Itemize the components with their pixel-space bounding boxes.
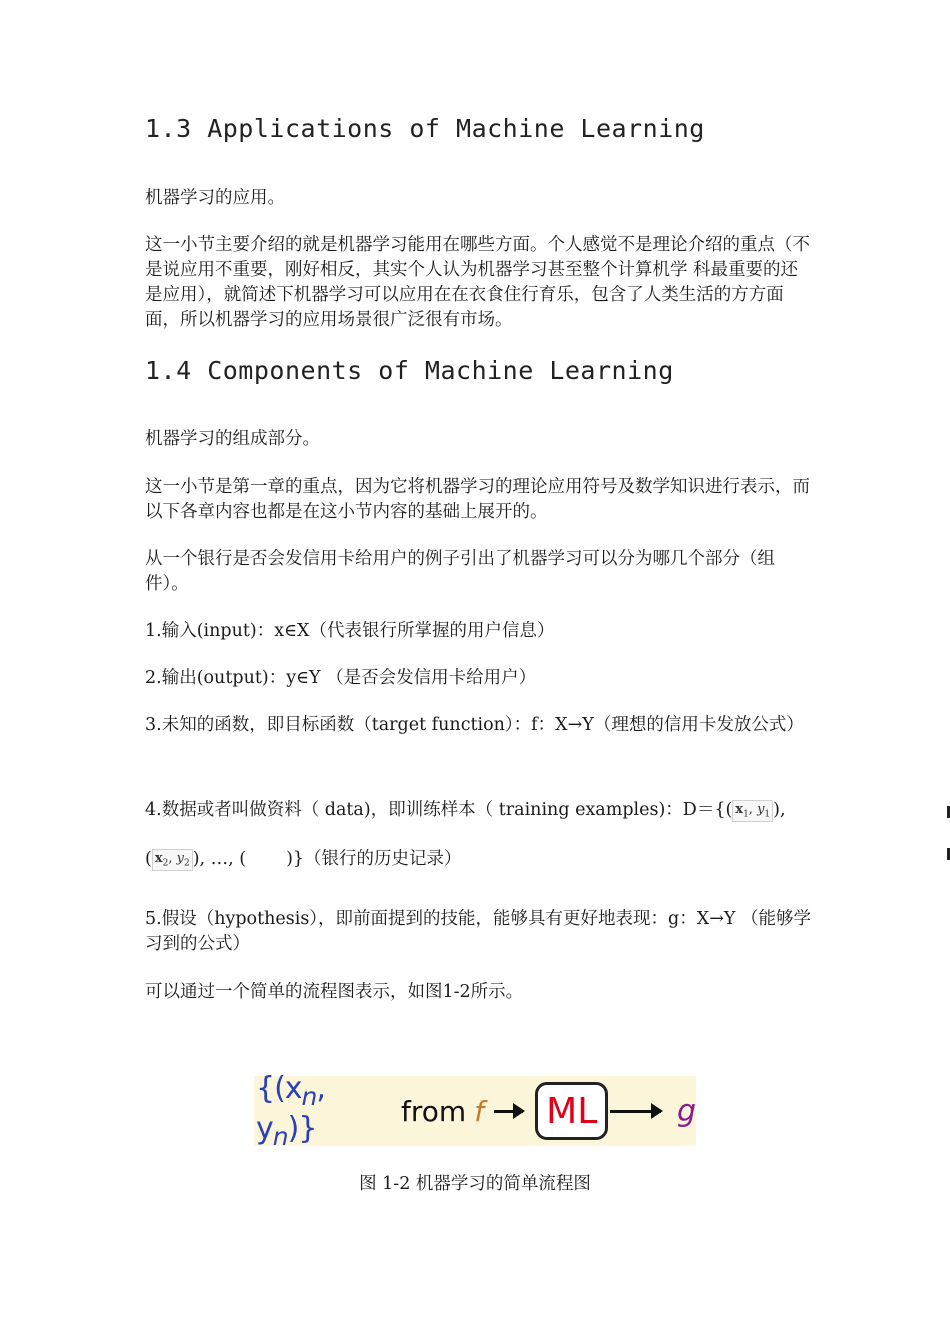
training-set-label: {($x_n$, $y_n$)} [256,1071,325,1151]
section-heading-components: 1.4 Components of Machine Learning [145,356,674,385]
component-item-output: 2.输出(output)：y∈Y （是否会发信用卡给用户） [145,668,537,688]
figure-caption: 图 1-2 机器学习的简单流程图 [359,1174,591,1194]
data-text-a: 4.数据或者叫做资料（ data)，即训练样本（ training examples)：D＝{( [145,800,733,820]
arrow-right-icon [494,1110,523,1113]
formula-x2-y2: $x_2$, $y_2$ [152,849,193,871]
ml-box: ML [535,1082,608,1140]
component-item-hypothesis: 5.假设（hypothesis），即前面提到的技能，能够具有更好地表现：g：X→Y （能够学习到的公式） [145,909,811,954]
hypothesis-label: g [676,1093,696,1129]
ml-flowchart-figure [254,1071,696,1151]
data-text-c: ( [145,849,152,869]
component-item-data-line2 [145,847,815,872]
section-subtitle-applications: 机器学习的应用。 [145,188,285,208]
data-text-d: ), …, ( [192,849,247,869]
data-text-b: ), [773,800,786,820]
paragraph-bank-example: 从一个银行是否会发信用卡给用户的例子引出了机器学习可以分为哪几个部分（组件）。 [145,549,775,594]
paragraph-applications: 这一小节主要介绍的就是机器学习能用在哪些方面。个人感觉不是理论介绍的重点（不是说应用不重要，刚好相反，其实个人认为机器学习甚至整个计算机学 科最重要的还是应用），就简述下机器学习可以应用在在衣食住行育乐，包含了人类生活的方方面面，所以机器学习的应用场景很广泛很有市场。 [145,235,810,330]
from-label: from [401,1094,467,1128]
component-item-input: 1.输入(input)：x∈X（代表银行所掌握的用户信息） [145,621,555,641]
arrow-right-icon [610,1110,661,1113]
formula-x1-y1: $x_1$, $y_1$ [732,800,773,822]
data-text-e: )}（银行的历史记录） [286,849,462,869]
section-heading-applications: 1.3 Applications of Machine Learning [145,114,705,143]
section-subtitle-components: 机器学习的组成部分。 [145,429,320,449]
component-item-data-line1 [145,798,815,823]
component-item-target-function: 3.未知的函数，即目标函数（target function）：f：X→Y（理想的信用卡发放公式） [145,715,804,735]
paragraph-flow-intro: 可以通过一个简单的流程图表示，如图1-2所示。 [145,982,524,1002]
paragraph-components-intro: 这一小节是第一章的重点，因为它将机器学习的理论应用符号及数学知识进行表示，而以下各章内容也都是在这小节内容的基础上展开的。 [145,477,810,522]
target-function-label: f [474,1094,485,1128]
